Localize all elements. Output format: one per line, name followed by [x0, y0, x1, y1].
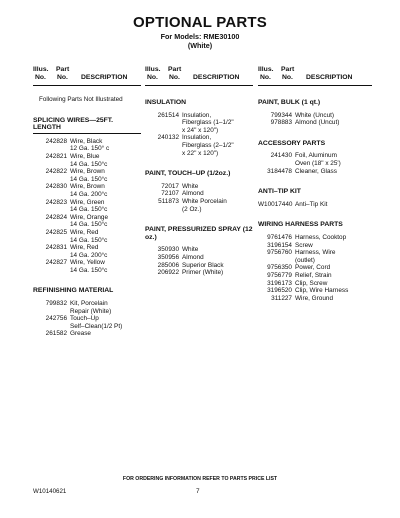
description-label: DESCRIPTION — [81, 74, 128, 81]
refinishing-list — [33, 300, 141, 338]
description-label: DESCRIPTION — [306, 74, 353, 81]
section-title-spray: PAINT, PRESSURIZED SPRAY (12 oz.) — [145, 226, 253, 241]
part-description: Wire, Black 12 Ga. 150° c — [70, 137, 110, 153]
part-number: 350930 — [157, 246, 179, 254]
accessory-list — [258, 152, 372, 175]
part-row — [258, 201, 372, 209]
part-description: Wire, Red 14 Ga. 200°c — [70, 244, 108, 259]
part-row — [258, 242, 372, 250]
part-number: 242830 — [45, 183, 67, 191]
part-number: 242831 — [45, 244, 67, 252]
no-label: No. — [169, 74, 180, 81]
part-number: 242828 — [45, 137, 67, 145]
part-description: White (Uncut) — [295, 111, 335, 119]
column-1 — [33, 66, 141, 338]
part-row — [258, 234, 372, 242]
section-title-bulk: PAINT, BULK (1 qt.) — [258, 99, 321, 106]
part-description: Cleaner, Glass — [295, 167, 337, 175]
page-number: 7 — [196, 488, 200, 495]
part-number: 261514 — [157, 111, 179, 119]
section-title-antitip: ANTI–TIP KIT — [258, 188, 301, 196]
part-description: Wire, Orange 14 Ga. 150°c — [70, 213, 109, 229]
part-number: 3196154 — [267, 241, 292, 249]
part-number: 242825 — [45, 228, 67, 236]
part-number: 3196520 — [267, 287, 292, 295]
illus-label: Illus. — [33, 66, 49, 73]
part-number: 206922 — [157, 269, 179, 277]
part-description: Insulation, Fiberglass (2–1/2" x 22" x 120") — [182, 134, 234, 157]
section-title-accessory: ACCESSORY PARTS — [258, 139, 326, 147]
no-label: No. — [35, 74, 46, 81]
no-label: No. — [147, 74, 158, 81]
part-row — [145, 183, 253, 191]
part-number: 242822 — [45, 168, 67, 176]
part-description: White — [182, 246, 199, 254]
part-description: Foil, Aluminum Oven (18" x 25') — [295, 152, 341, 167]
part-row — [145, 246, 253, 254]
part-description: Harness, Wire (outlet) — [295, 249, 336, 264]
part-description: Wire, Yellow 14 Ga. 150°c — [70, 259, 108, 274]
column-header — [145, 66, 253, 83]
part-description: Superior Black — [182, 261, 224, 269]
no-label: No. — [260, 74, 271, 81]
part-description: Wire, Red 14 Ga. 150°c — [70, 228, 108, 244]
part-number: 311227 — [271, 294, 292, 302]
part-row — [258, 152, 372, 167]
section-title-touchup: PAINT, TOUCH–UP (1/2oz.) — [145, 170, 231, 178]
part-description: Primer (White) — [182, 269, 224, 277]
part-description: Almond — [182, 253, 204, 261]
part-description: Wire, Brown 14 Ga. 150°c — [70, 168, 108, 183]
part-description: Grease — [70, 330, 91, 338]
part-row — [258, 249, 372, 264]
part-number: 978883 — [270, 119, 292, 127]
part-row — [258, 272, 372, 280]
part-number: 9756779 — [267, 271, 292, 279]
part-row — [258, 112, 372, 120]
part-row — [33, 330, 141, 338]
part-description: Kit, Porcelain Repair (White) — [70, 300, 112, 315]
column-header — [258, 66, 372, 83]
wiring-list — [258, 234, 372, 302]
antitip-list — [258, 201, 372, 209]
part-number: 242827 — [45, 259, 67, 267]
part-description: Anti–Tip Kit — [295, 200, 328, 208]
column-2 — [145, 66, 253, 277]
column-header — [33, 66, 141, 83]
splicing-list — [33, 138, 141, 275]
part-row — [33, 214, 141, 229]
part-number: 242823 — [45, 198, 67, 206]
part-description: Wire, Blue 14 Ga. 150°c — [70, 152, 108, 168]
part-row — [145, 254, 253, 262]
touchup-list — [145, 183, 253, 213]
bulk-list — [258, 112, 372, 127]
section-title-insulation: INSULATION — [145, 99, 187, 106]
part-row — [258, 280, 372, 288]
part-row — [258, 168, 372, 176]
part-row — [33, 138, 141, 153]
part-row — [33, 229, 141, 244]
spray-list — [145, 246, 253, 276]
part-row — [33, 259, 141, 274]
part-row — [33, 183, 141, 198]
part-row — [145, 190, 253, 198]
part-description: White Porcelain (2 Oz.) — [182, 197, 227, 213]
part-number: 72017 — [161, 182, 179, 190]
part-description: Wire, Brown 14 Ga. 200°c — [70, 183, 108, 198]
section-title-wiring: WIRING HARNESS PARTS — [258, 221, 343, 229]
part-number: 242821 — [45, 152, 67, 160]
part-description: Touch–Up Self–Clean(1/2 Pt) — [70, 315, 123, 330]
part-row — [145, 269, 253, 277]
part-row — [33, 199, 141, 214]
part-number: 511873 — [158, 197, 179, 205]
color-line: (White) — [187, 41, 213, 50]
part-row — [258, 295, 372, 303]
insulation-list — [145, 112, 253, 158]
part-description: White — [182, 182, 199, 190]
ordering-note: FOR ORDERING INFORMATION REFER TO PARTS PRICE LIST — [122, 476, 278, 482]
part-number: 799832 — [45, 300, 67, 308]
part-row — [33, 300, 141, 315]
part-description: Clip, Wire Harness — [295, 287, 349, 295]
part-label: Part — [56, 66, 70, 73]
part-row — [145, 134, 253, 157]
part-number: 261582 — [45, 330, 67, 338]
header-rule — [33, 85, 141, 86]
description-label: DESCRIPTION — [193, 74, 240, 81]
part-number: 72107 — [161, 190, 179, 198]
part-row — [33, 168, 141, 183]
illus-label: Illus. — [258, 66, 274, 73]
part-description: Clip, Screw — [295, 279, 328, 287]
part-row — [258, 287, 372, 295]
part-number: 350956 — [157, 253, 179, 261]
part-row — [258, 119, 372, 127]
part-row — [258, 264, 372, 272]
part-number: 240132 — [157, 134, 179, 142]
no-label: No. — [282, 74, 293, 81]
part-number: 9756760 — [267, 249, 292, 257]
header-rule — [145, 85, 253, 86]
part-number: 242824 — [45, 213, 67, 221]
part-number: 9756350 — [267, 264, 292, 272]
header-rule — [258, 85, 372, 86]
part-number: 9761476 — [267, 233, 292, 241]
part-number: W10017440 — [258, 200, 293, 208]
column-3 — [258, 66, 372, 302]
part-description: Insulation, Fiberglass (1–1/2" x 24" x 120") — [182, 111, 234, 134]
part-row — [33, 244, 141, 259]
part-row — [145, 262, 253, 270]
part-row — [145, 198, 253, 213]
not-illustrated-notice: Following Parts Not Illustrated — [39, 96, 123, 103]
part-description: Wire, Ground — [295, 294, 334, 302]
part-number: 3184478 — [267, 167, 292, 175]
part-number: 3196173 — [267, 279, 292, 287]
part-number: 242756 — [45, 315, 67, 323]
part-description: Power, Cord — [295, 264, 331, 272]
part-number: 285006 — [157, 261, 179, 269]
no-label: No. — [57, 74, 68, 81]
model-line: For Models: RME30100 — [160, 32, 240, 41]
part-number: 241430 — [270, 152, 292, 160]
part-description: Relief, Strain — [295, 271, 332, 279]
part-description: Almond — [182, 190, 204, 198]
document-number: W10140621 — [33, 488, 67, 495]
part-number: 799344 — [270, 111, 292, 119]
part-description: Harness, Cooktop — [295, 233, 347, 241]
part-description: Wire, Green 14 Ga. 150°c — [70, 198, 108, 214]
part-description: Almond (Uncut) — [295, 119, 340, 127]
part-label: Part — [281, 66, 295, 73]
part-label: Part — [168, 66, 182, 73]
part-row — [33, 315, 141, 330]
part-row — [145, 112, 253, 135]
section-title-splicing: SPLICING WIRES—25FT. LENGTH — [33, 117, 141, 134]
part-row — [33, 153, 141, 168]
part-description: Screw — [295, 241, 313, 249]
section-title-refinishing: REFINISHING MATERIAL — [33, 287, 114, 295]
page-title: OPTIONAL PARTS — [133, 14, 267, 31]
illus-label: Illus. — [145, 66, 161, 73]
